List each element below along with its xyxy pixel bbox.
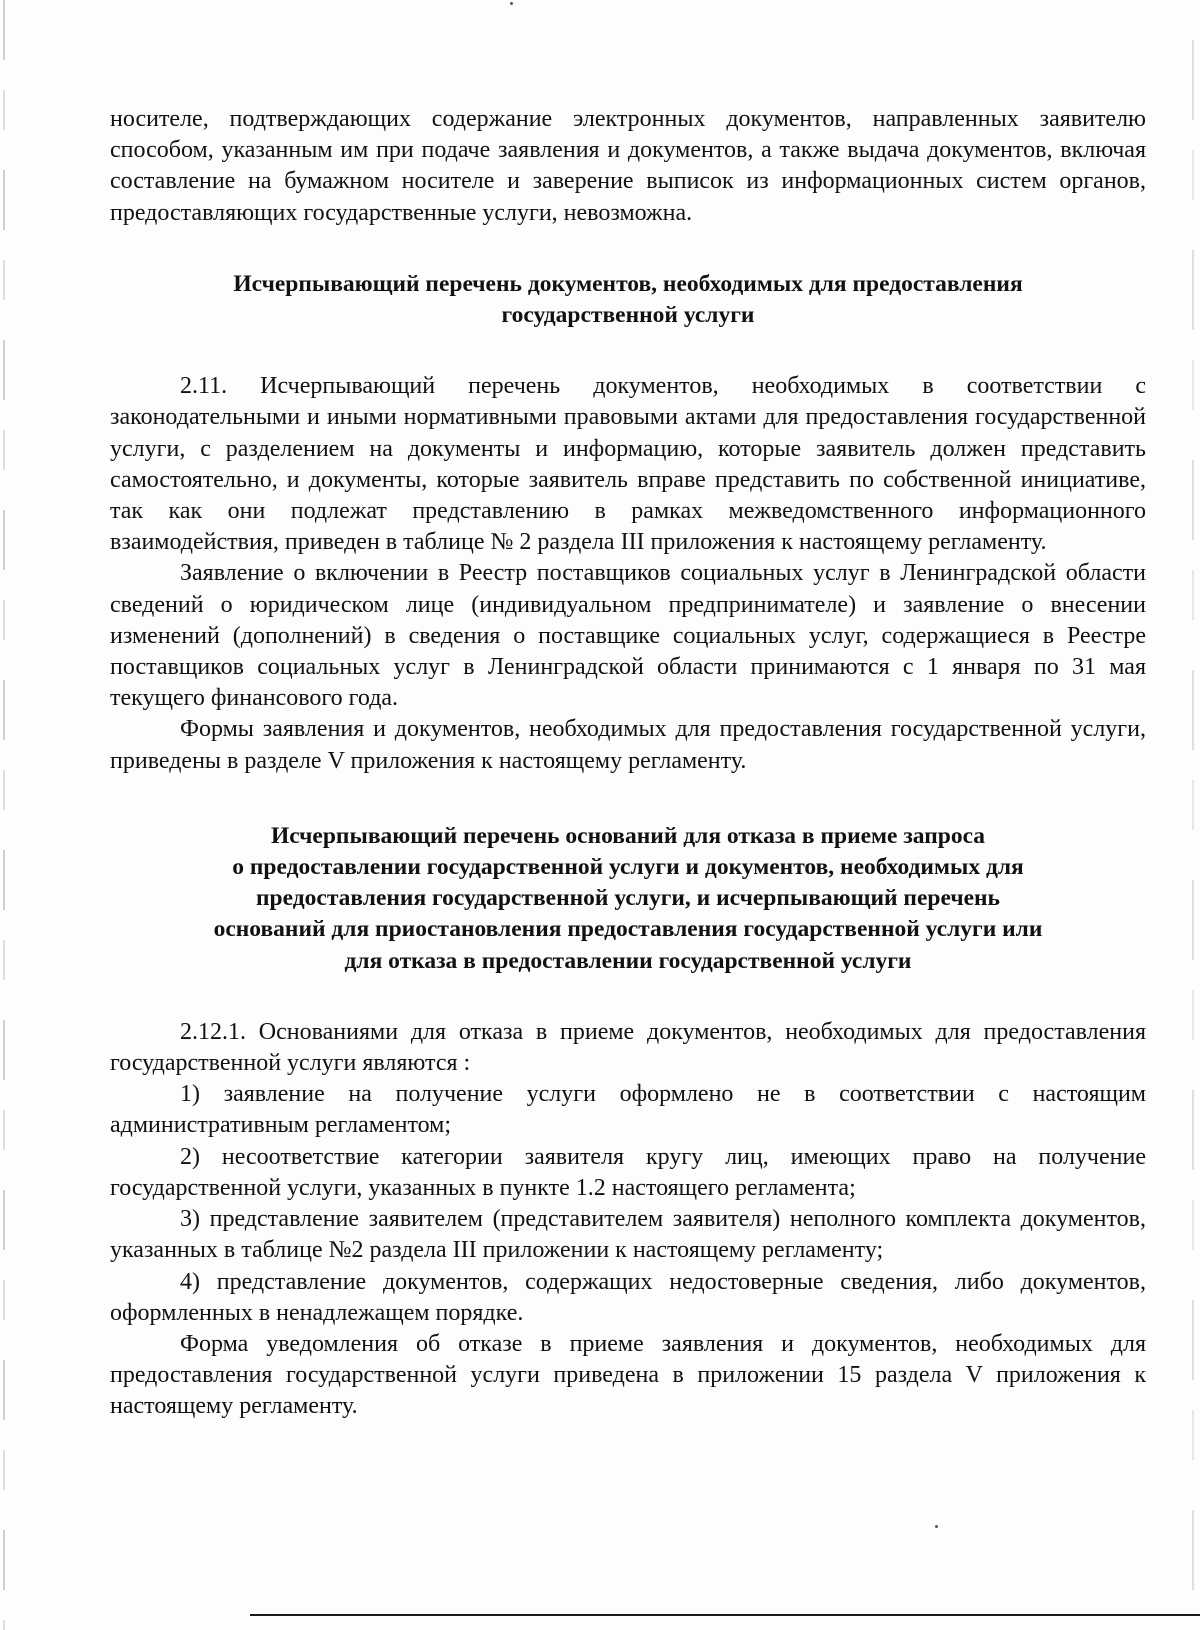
section-2-12-body: [110, 1017, 1146, 1423]
list-item-reason-4: 4) представление документов, содержащих недостоверные сведения, либо документов, оформленных в ненадлежащем порядке.: [110, 1268, 1146, 1326]
intro-paragraph: носителе, подтверждающих содержание электронных документов, направленных заявителю способом, указанным им при подаче заявления и документов, а также выдача документов, включая составление на бумажном носителе и заверение выписок из информационных систем органов, предоставляющих государственные услуги, невозможна.: [110, 106, 1146, 226]
scan-edge-right: [1192, 40, 1194, 1600]
list-item-reason-2: 2) несоответствие категории заявителя кругу лиц, имеющих право на получение государственной услуги, указанных в пункте 1.2 настоящего регламента;: [110, 1143, 1146, 1201]
section-heading-line: Исчерпывающий перечень оснований для отказа в приеме запроса: [270, 822, 986, 849]
section-heading-line: предоставления государственной услуги, и исчерпывающий перечень: [256, 885, 1000, 912]
paragraph-2-11: 2.11. Исчерпывающий перечень документов, необходимых в соответствии с законодательными и иными нормативными правовыми актами для предоставления государственной услуги, с разделением на документы и информацию, которые заявитель должен представить самостоятельно, и документы, которые заявитель вправе представить по собственной инициативе, так как они подлежат представлению в рамках межведомственного информационного взаимодействия, приведен в таблице № 2 раздела III приложения к настоящему регламенту.: [110, 373, 1146, 556]
section-heading-line: о предоставлении государственной услуги и документов, необходимых для: [232, 854, 1024, 881]
section-heading-line: оснований для приостановления предоставления государственной услуги или: [213, 916, 1043, 943]
scan-edge-left: [3, 0, 5, 1630]
section-heading-line: государственной услуги: [501, 302, 755, 329]
paragraph-forms: Формы заявления и документов, необходимых для предоставления государственной услуги, приведены в разделе V приложения к настоящему регламенту.: [110, 716, 1146, 774]
paragraph-2-12-1: 2.12.1. Основаниями для отказа в приеме документов, необходимых для предоставления государственной услуги являются :: [110, 1018, 1146, 1077]
paragraph-registry-application: Заявление о включении в Реестр поставщиков социальных услуг в Ленинградской области сведений о юридическом лице (индивидуальном предпринимателе) и заявление о внесении изменений (дополнений) в сведения о поставщике социальных услуг, содержащиеся в Реестре поставщиков социальных услуг в Ленинградской области принимаются с 1 января по 31 мая текущего финансового года.: [110, 560, 1146, 712]
scan-edge-bottom: [250, 1614, 1200, 1616]
list-item-reason-3: 3) представление заявителем (представителем заявителя) неполного комплекта документов, указанных в таблице №2 раздела III приложении к настоящему регламенту;: [110, 1206, 1146, 1264]
section-2-11-heading: [110, 269, 1146, 331]
section-heading-line: для отказа в предоставлении государственной услуги: [344, 947, 912, 974]
scan-speck: [510, 2, 513, 5]
document-body: [110, 104, 1146, 1423]
scan-speck: [935, 1525, 938, 1528]
paragraph-refusal-notice-form: Форма уведомления об отказе в приеме заявления и документов, необходимых для предоставления государственной услуги приведена в приложении 15 раздела V приложения к настоящему регламенту.: [110, 1330, 1146, 1420]
section-2-11-body: [110, 371, 1146, 777]
section-2-12-heading: [110, 821, 1146, 977]
list-item-reason-1: 1) заявление на получение услуги оформлено не в соответствии с настоящим административным регламентом;: [110, 1081, 1146, 1139]
section-heading-line: Исчерпывающий перечень документов, необходимых для предоставления: [233, 270, 1023, 297]
